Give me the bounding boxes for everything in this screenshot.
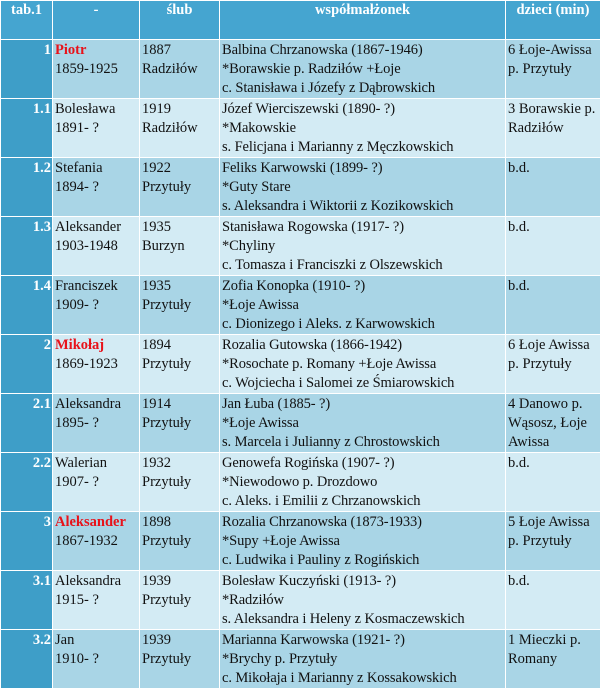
person-years: 1859-1925 bbox=[55, 60, 137, 79]
person-name: Aleksandra bbox=[55, 395, 137, 414]
person-years: 1894- ? bbox=[55, 178, 137, 197]
marriage-year: 1887 bbox=[142, 41, 217, 60]
header-tab: tab.1 bbox=[1, 1, 53, 40]
row-number: 3.2 bbox=[1, 630, 53, 689]
spouse-parents: c. Aleks. i Emilii z Chrzanowskich bbox=[222, 492, 503, 511]
spouse-cell bbox=[220, 394, 506, 453]
children-cell: b.d. bbox=[506, 453, 600, 512]
marriage-place: Radziłów bbox=[142, 60, 217, 79]
person-years: 1915- ? bbox=[55, 591, 137, 610]
spouse-parents: c. Wojciecha i Salomei ze Śmiarowskich bbox=[222, 374, 503, 393]
marriage-cell bbox=[140, 453, 220, 512]
spouse-cell bbox=[220, 571, 506, 630]
person-years: 1910- ? bbox=[55, 650, 137, 669]
spouse-cell bbox=[220, 217, 506, 276]
marriage-year: 1939 bbox=[142, 572, 217, 591]
row-number: 2.1 bbox=[1, 394, 53, 453]
spouse-parents: c. Tomasza i Franciszki z Olszewskich bbox=[222, 256, 503, 275]
person-name: Aleksandra bbox=[55, 572, 137, 591]
person-years: 1903-1948 bbox=[55, 237, 137, 256]
spouse-origin: *Radziłów bbox=[222, 591, 503, 610]
spouse-name: Stanisława Rogowska (1917- ?) bbox=[222, 218, 503, 237]
row-number: 2 bbox=[1, 335, 53, 394]
spouse-origin: *Borawskie p. Radziłów +Łoje bbox=[222, 60, 503, 79]
person-cell bbox=[53, 453, 140, 512]
person-years: 1909- ? bbox=[55, 296, 137, 315]
person-cell bbox=[53, 99, 140, 158]
children-cell: b.d. bbox=[506, 158, 600, 217]
marriage-year: 1932 bbox=[142, 454, 217, 473]
marriage-cell bbox=[140, 335, 220, 394]
marriage-cell bbox=[140, 40, 220, 99]
spouse-parents: s. Marcela i Julianny z Chrostowskich bbox=[222, 433, 503, 452]
marriage-cell bbox=[140, 630, 220, 689]
marriage-year: 1914 bbox=[142, 395, 217, 414]
spouse-origin: *Rosochate p. Romany +Łoje Awissa bbox=[222, 355, 503, 374]
spouse-cell bbox=[220, 512, 506, 571]
marriage-year: 1894 bbox=[142, 336, 217, 355]
person-name: Piotr bbox=[55, 41, 137, 60]
spouse-origin: *Łoje Awissa bbox=[222, 414, 503, 433]
spouse-name: Jan Łuba (1885- ?) bbox=[222, 395, 503, 414]
spouse-cell bbox=[220, 99, 506, 158]
children-cell: b.d. bbox=[506, 217, 600, 276]
spouse-cell bbox=[220, 453, 506, 512]
spouse-name: Rozalia Gutowska (1866-1942) bbox=[222, 336, 503, 355]
marriage-place: Radziłów bbox=[142, 119, 217, 138]
marriage-place: Burzyn bbox=[142, 237, 217, 256]
spouse-cell bbox=[220, 276, 506, 335]
spouse-name: Bolesław Kuczyński (1913- ?) bbox=[222, 572, 503, 591]
spouse-name: Genowefa Rogińska (1907- ?) bbox=[222, 454, 503, 473]
row-number: 1.1 bbox=[1, 99, 53, 158]
table-row bbox=[1, 99, 600, 158]
table-row bbox=[1, 453, 600, 512]
children-cell: 6 Łoje-Awissa p. Przytuły bbox=[506, 40, 600, 99]
person-cell bbox=[53, 217, 140, 276]
spouse-name: Zofia Konopka (1910- ?) bbox=[222, 277, 503, 296]
spouse-name: Rozalia Chrzanowska (1873-1933) bbox=[222, 513, 503, 532]
person-name: Mikołaj bbox=[55, 336, 137, 355]
marriage-cell bbox=[140, 99, 220, 158]
person-years: 1895- ? bbox=[55, 414, 137, 433]
row-number: 3.1 bbox=[1, 571, 53, 630]
row-number: 1 bbox=[1, 40, 53, 99]
spouse-parents: s. Felicjana i Marianny z Męczkowskich bbox=[222, 138, 503, 157]
spouse-origin: *Guty Stare bbox=[222, 178, 503, 197]
marriage-place: Przytuły bbox=[142, 178, 217, 197]
spouse-name: Feliks Karwowski (1899- ?) bbox=[222, 159, 503, 178]
spouse-parents: c. Dionizego i Aleks. z Karwowskich bbox=[222, 315, 503, 334]
spouse-origin: *Supy +Łoje Awissa bbox=[222, 532, 503, 551]
spouse-cell bbox=[220, 335, 506, 394]
spouse-name: Balbina Chrzanowska (1867-1946) bbox=[222, 41, 503, 60]
table-row bbox=[1, 630, 600, 689]
spouse-cell bbox=[220, 630, 506, 689]
row-number: 1.3 bbox=[1, 217, 53, 276]
person-cell bbox=[53, 394, 140, 453]
marriage-year: 1935 bbox=[142, 218, 217, 237]
spouse-origin: *Makowskie bbox=[222, 119, 503, 138]
spouse-cell bbox=[220, 40, 506, 99]
person-years: 1867-1932 bbox=[55, 532, 137, 551]
table-row bbox=[1, 158, 600, 217]
table-row bbox=[1, 571, 600, 630]
spouse-origin: *Brychy p. Przytuły bbox=[222, 650, 503, 669]
person-cell bbox=[53, 335, 140, 394]
spouse-parents: s. Aleksandra i Wiktorii z Kozikowskich bbox=[222, 197, 503, 216]
spouse-origin: *Chyliny bbox=[222, 237, 503, 256]
table-row bbox=[1, 276, 600, 335]
table-row bbox=[1, 512, 600, 571]
marriage-place: Przytuły bbox=[142, 650, 217, 669]
person-years: 1891- ? bbox=[55, 119, 137, 138]
person-name: Stefania bbox=[55, 159, 137, 178]
marriage-year: 1935 bbox=[142, 277, 217, 296]
person-cell bbox=[53, 276, 140, 335]
marriage-cell bbox=[140, 276, 220, 335]
row-number: 1.4 bbox=[1, 276, 53, 335]
marriage-cell bbox=[140, 512, 220, 571]
person-name: Aleksander bbox=[55, 513, 137, 532]
table-row bbox=[1, 394, 600, 453]
person-name: Aleksander bbox=[55, 218, 137, 237]
person-cell bbox=[53, 512, 140, 571]
header-row bbox=[1, 1, 600, 40]
marriage-cell bbox=[140, 571, 220, 630]
row-number: 1.2 bbox=[1, 158, 53, 217]
spouse-parents: c. Ludwika i Pauliny z Rogińskich bbox=[222, 551, 503, 570]
person-cell bbox=[53, 158, 140, 217]
spouse-cell bbox=[220, 158, 506, 217]
children-cell: 3 Borawskie p. Radziłów bbox=[506, 99, 600, 158]
children-cell: 6 Łoje Awissa p. Przytuły bbox=[506, 335, 600, 394]
marriage-place: Przytuły bbox=[142, 532, 217, 551]
header-name: - bbox=[53, 1, 140, 40]
person-cell bbox=[53, 40, 140, 99]
table-row bbox=[1, 335, 600, 394]
table-row bbox=[1, 40, 600, 99]
row-number: 3 bbox=[1, 512, 53, 571]
row-number: 2.2 bbox=[1, 453, 53, 512]
children-cell: 5 Łoje Awissa p. Przytuły bbox=[506, 512, 600, 571]
marriage-place: Przytuły bbox=[142, 355, 217, 374]
children-cell: b.d. bbox=[506, 571, 600, 630]
spouse-parents: c. Mikołaja i Marianny z Kossakowskich bbox=[222, 669, 503, 688]
marriage-cell bbox=[140, 394, 220, 453]
spouse-parents: s. Aleksandra i Heleny z Kosmaczewskich bbox=[222, 610, 503, 629]
spouse-name: Józef Wierciszewski (1890- ?) bbox=[222, 100, 503, 119]
marriage-place: Przytuły bbox=[142, 414, 217, 433]
marriage-place: Przytuły bbox=[142, 296, 217, 315]
header-children: dzieci (min) bbox=[506, 1, 600, 40]
spouse-parents: c. Stanisława i Józefy z Dąbrowskich bbox=[222, 79, 503, 98]
spouse-origin: *Niewodowo p. Drozdowo bbox=[222, 473, 503, 492]
marriage-year: 1922 bbox=[142, 159, 217, 178]
marriage-cell bbox=[140, 217, 220, 276]
person-name: Walerian bbox=[55, 454, 137, 473]
person-years: 1869-1923 bbox=[55, 355, 137, 374]
person-name: Jan bbox=[55, 631, 137, 650]
person-name: Franciszek bbox=[55, 277, 137, 296]
marriage-place: Przytuły bbox=[142, 473, 217, 492]
marriage-year: 1898 bbox=[142, 513, 217, 532]
person-cell bbox=[53, 630, 140, 689]
header-marriage: ślub bbox=[140, 1, 220, 40]
table-body bbox=[1, 40, 600, 689]
children-cell: 4 Danowo p. Wąsosz, Łoje Awissa bbox=[506, 394, 600, 453]
table-row bbox=[1, 217, 600, 276]
spouse-name: Marianna Karwowska (1921- ?) bbox=[222, 631, 503, 650]
person-years: 1907- ? bbox=[55, 473, 137, 492]
children-cell: 1 Mieczki p. Romany bbox=[506, 630, 600, 689]
marriage-place: Przytuły bbox=[142, 591, 217, 610]
person-cell bbox=[53, 571, 140, 630]
marriage-year: 1919 bbox=[142, 100, 217, 119]
table-header bbox=[1, 1, 600, 40]
spouse-origin: *Łoje Awissa bbox=[222, 296, 503, 315]
person-name: Bolesława bbox=[55, 100, 137, 119]
header-spouse: współmałżonek bbox=[220, 1, 506, 40]
marriage-cell bbox=[140, 158, 220, 217]
children-cell: b.d. bbox=[506, 276, 600, 335]
marriage-year: 1939 bbox=[142, 631, 217, 650]
